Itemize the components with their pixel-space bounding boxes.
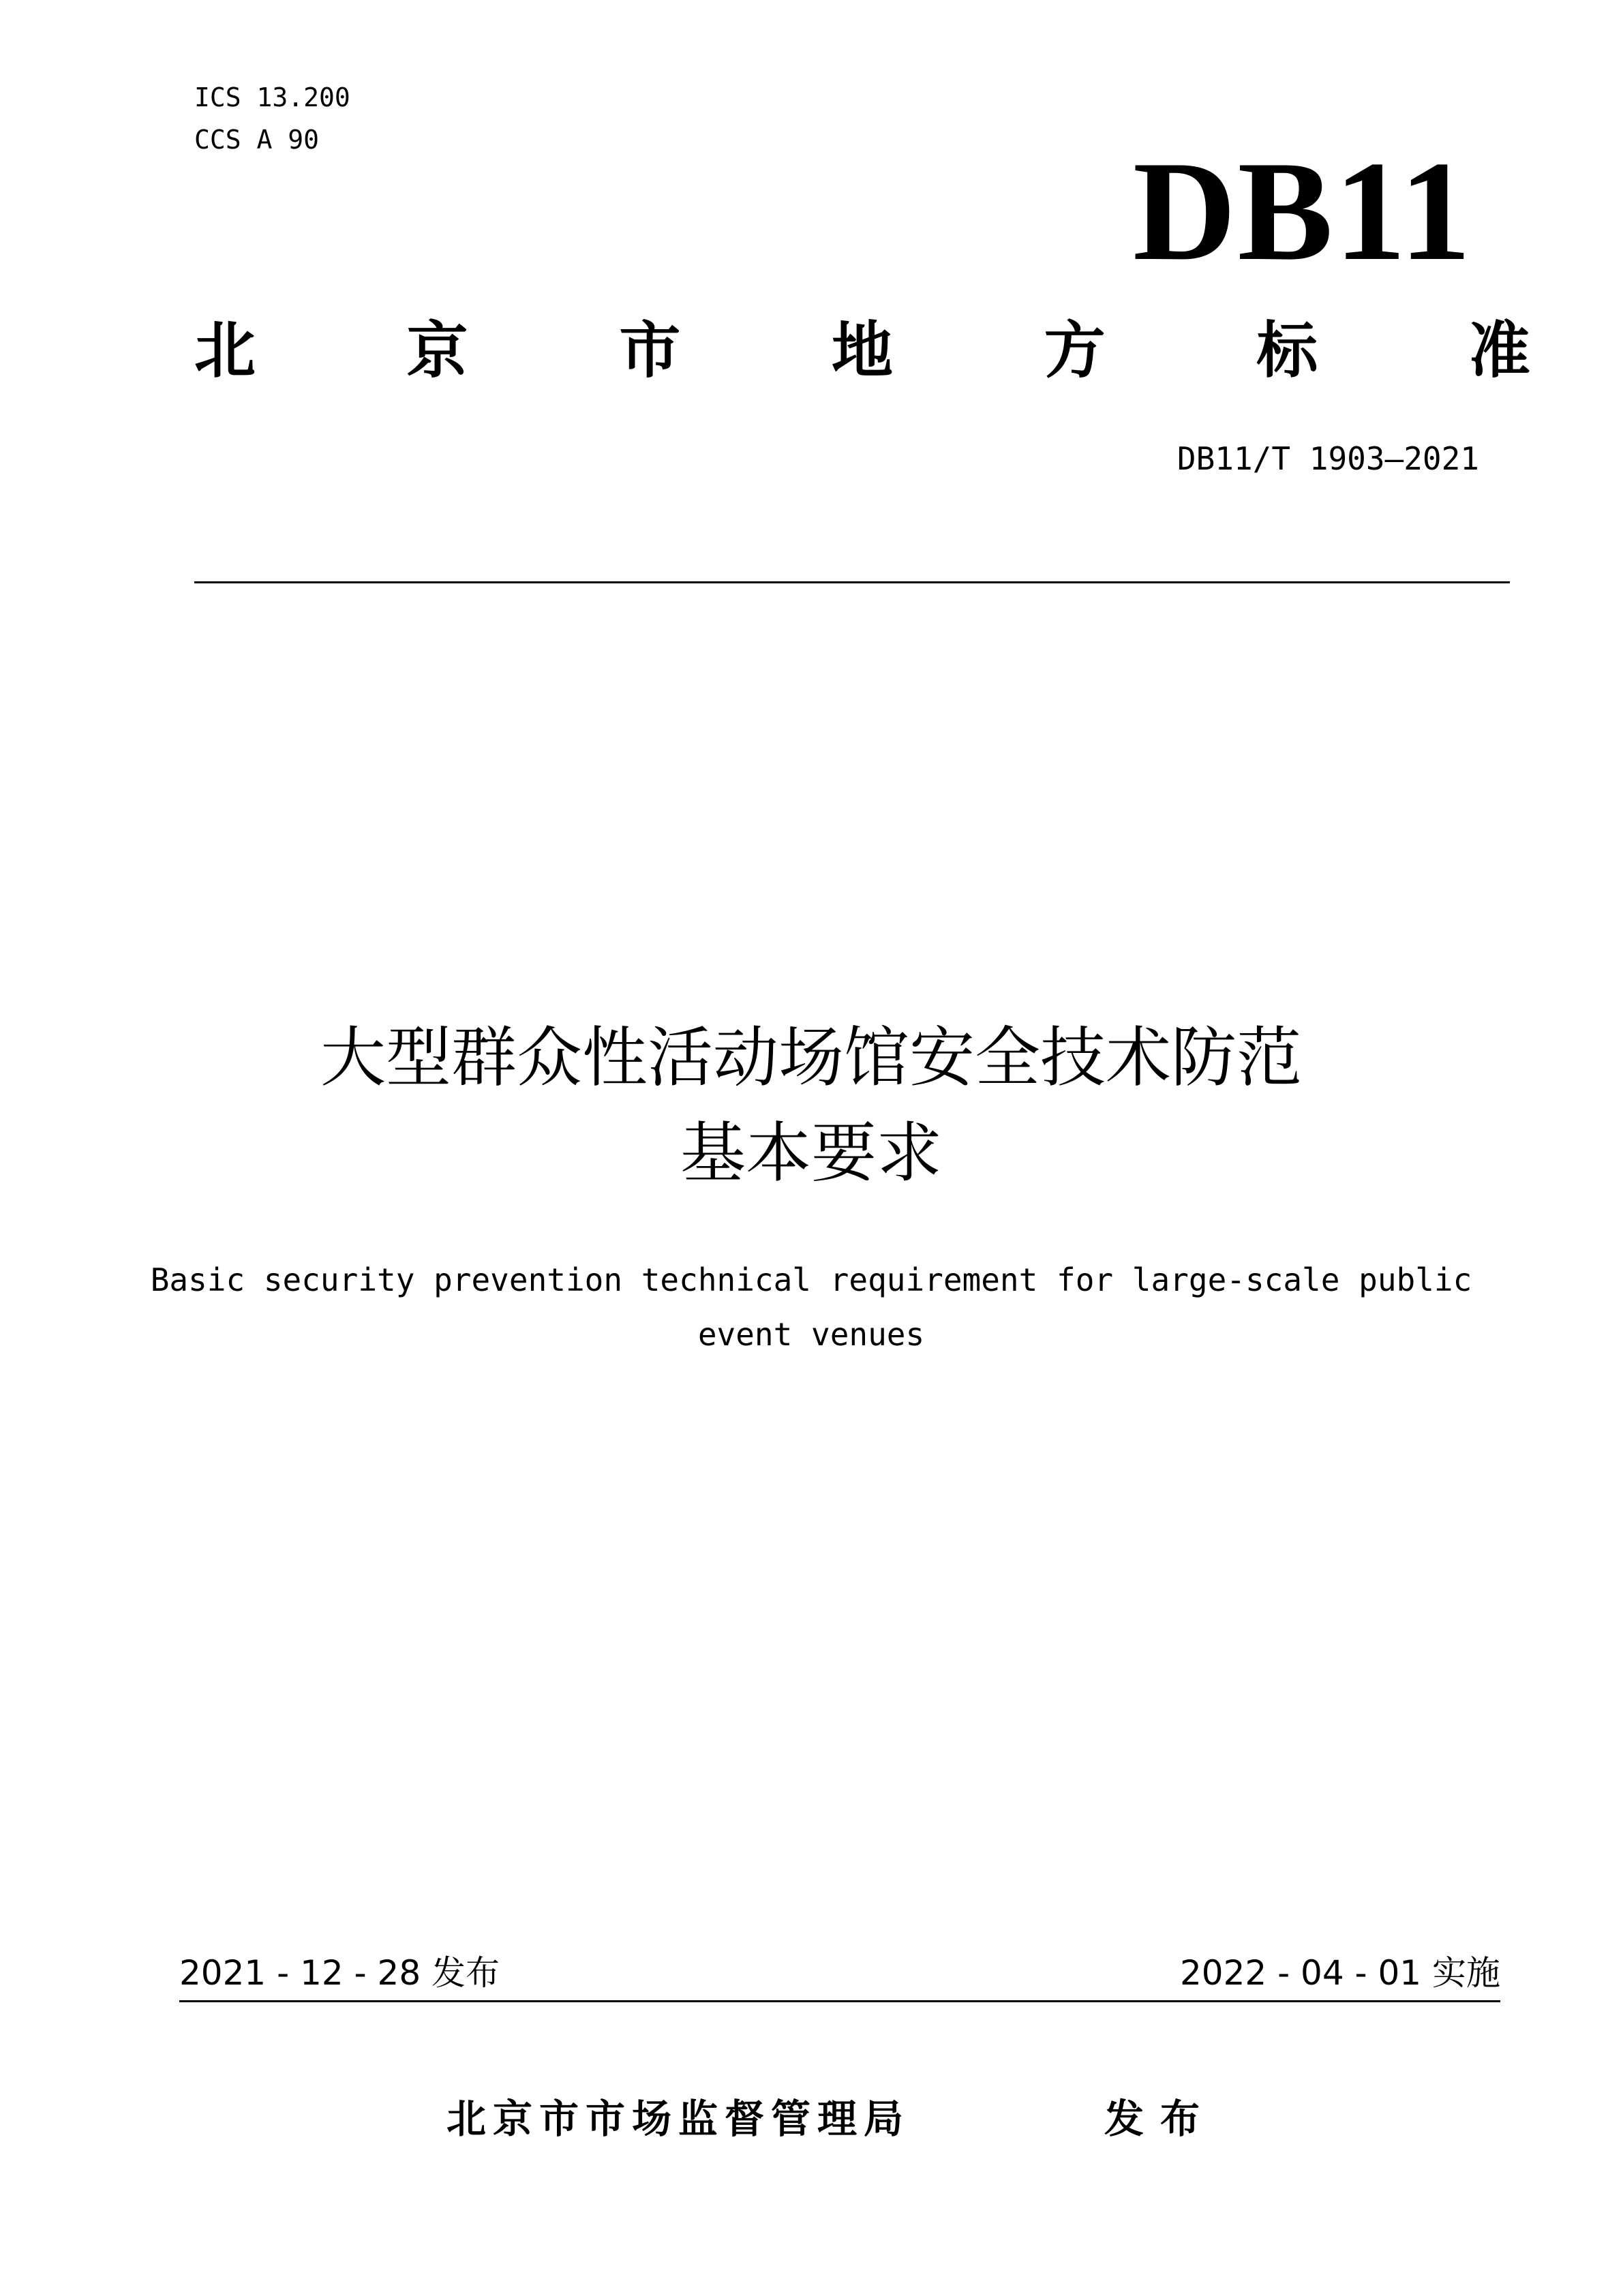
publisher-name: 北京市市场监督管理局 bbox=[446, 2096, 911, 2142]
standard-type-char: 京 bbox=[406, 315, 468, 386]
ccs-code: CCS A 90 bbox=[194, 125, 320, 155]
standard-type-heading bbox=[194, 315, 1530, 386]
standard-number: DB11/T 1903—2021 bbox=[1177, 440, 1479, 477]
publish-label: 发布 bbox=[1104, 2096, 1217, 2142]
standard-type-char: 地 bbox=[831, 315, 893, 386]
standard-type-char: 方 bbox=[1044, 315, 1106, 386]
standard-type-char: 市 bbox=[619, 315, 681, 386]
standard-type-char: 标 bbox=[1256, 315, 1318, 386]
implementation-date: 2022 - 04 - 01 实施 bbox=[1179, 1953, 1500, 1993]
title-cn-line1: 大型群众性活动场馆安全技术防范 bbox=[320, 1020, 1302, 1096]
ics-code: ICS 13.200 bbox=[194, 82, 350, 112]
bottom-divider bbox=[179, 2000, 1500, 2002]
db11-logo: DB11 bbox=[1132, 132, 1472, 290]
standard-type-char: 准 bbox=[1468, 315, 1530, 386]
title-en-line1: Basic security prevention technical requirement for large-scale public bbox=[150, 1261, 1472, 1298]
standard-type-char: 北 bbox=[194, 315, 256, 386]
title-en-line2: event venues bbox=[697, 1316, 925, 1353]
top-divider bbox=[194, 581, 1510, 583]
issue-date: 2021 - 12 - 28 发布 bbox=[179, 1953, 500, 1993]
title-cn-line2: 基本要求 bbox=[680, 1115, 942, 1191]
